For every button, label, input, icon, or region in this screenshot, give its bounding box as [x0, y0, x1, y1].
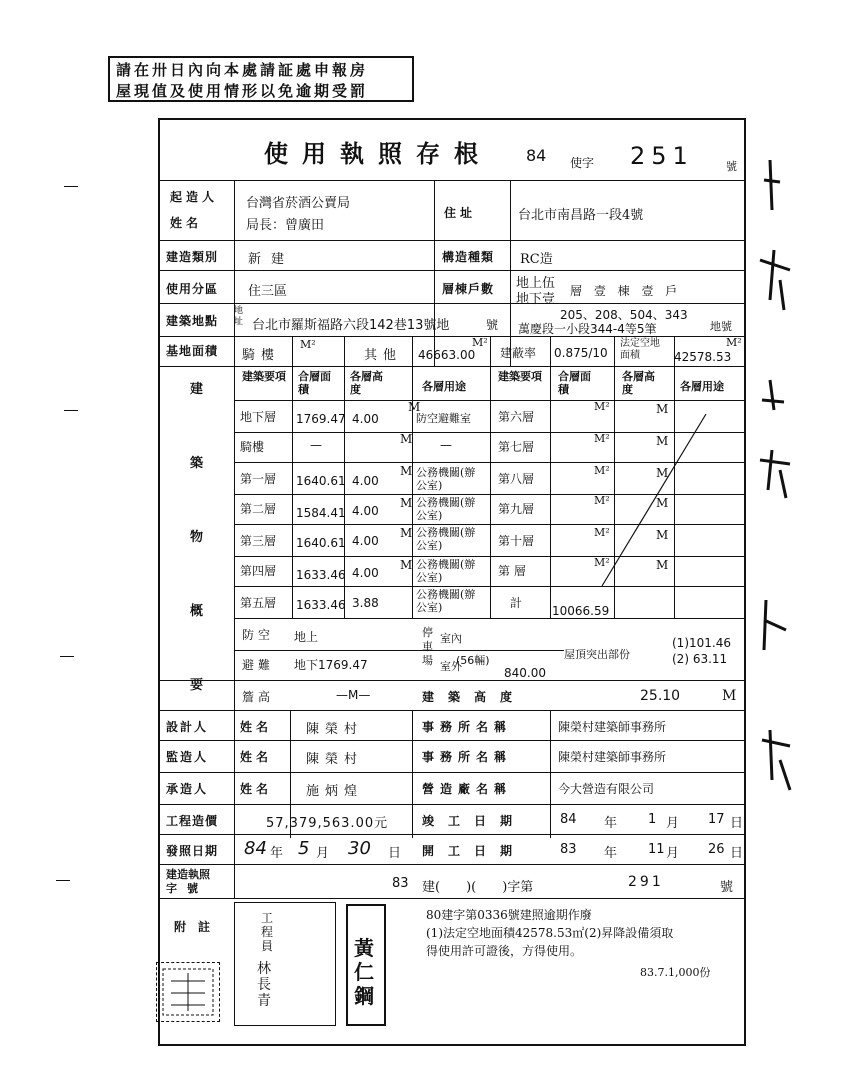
row-height: 3.88 [352, 596, 379, 610]
other-area-value: 46663.00 [418, 348, 476, 362]
permit-prefix: 使字 [570, 156, 595, 170]
row-height: 4.00 [352, 474, 379, 488]
start-day: 26 [708, 842, 725, 857]
row-name-2: 計 [510, 596, 523, 610]
issue-year: 84 [244, 838, 267, 859]
unit-m: M [656, 528, 669, 542]
statutory-area-label: 法定空地面積 [620, 338, 660, 361]
permit-form [158, 118, 746, 1046]
unit-m: M [400, 432, 413, 446]
row-name-2: 第八層 [498, 472, 535, 486]
permit-number: 251 [630, 142, 694, 170]
cost-value: 57,379,563.00元 [266, 816, 389, 831]
supervisor-firm-label: 事務所名稱 [422, 750, 513, 764]
row-height: 4.00 [352, 566, 379, 580]
note-line-2: (1)法定空地面積42578.53㎡(2)昇降設備須取 [426, 926, 674, 940]
director-name: 黃仁鋼 [354, 936, 374, 1008]
start-year-unit: 年 [604, 846, 618, 861]
coverage-value: 0.875/10 [554, 346, 608, 360]
building-label-1: 建 [190, 382, 204, 397]
permit-ref-label-2: 字號 [166, 882, 208, 895]
row-name: 第二層 [240, 502, 277, 516]
row-name: 第三層 [240, 534, 277, 548]
col-item-header-2: 建築要項 [498, 370, 542, 383]
designer-firm-label: 事務所名稱 [422, 720, 513, 734]
unit-m: M [656, 496, 669, 510]
start-year: 83 [560, 842, 577, 857]
structure-value: RC造 [520, 252, 553, 267]
arcade-area-unit: M² [300, 338, 316, 351]
reviewer-title: 工程員 [261, 911, 274, 953]
row-use: — [440, 438, 452, 452]
row-name: 第一層 [240, 472, 277, 486]
site-hao: 號 [486, 318, 499, 332]
supervisor-firm: 陳榮村建築師事務所 [558, 750, 667, 764]
unit-m: M [400, 526, 413, 540]
permit-ref-label-1: 建造執照 [166, 868, 210, 881]
finish-month: 1 [648, 812, 657, 827]
row-area: 1769.47 [296, 412, 346, 426]
zone-value: 住三區 [248, 284, 288, 299]
row-area: 1640.61 [296, 536, 346, 550]
col-item-header: 建築要項 [242, 370, 286, 383]
site-lot-line1: 205、208、504、343 [560, 308, 688, 322]
height-value: 25.10 [640, 688, 681, 704]
parking-area: 840.00 [504, 666, 546, 680]
margin-mark [60, 656, 74, 657]
parking-count: (56輛) [456, 654, 490, 667]
owner-name-line2: 局長：曾廣田 [246, 218, 325, 233]
unit-m: M [400, 558, 413, 572]
building-label-2: 築 [190, 456, 204, 471]
owner-name-label: 姓名 [170, 216, 203, 230]
row-height: 4.00 [352, 504, 379, 518]
designer-name-label: 姓名 [240, 720, 273, 734]
row-use: 公務機關(辦公室) [416, 526, 476, 552]
permit-ref-text: 建( )( )字第 [422, 880, 534, 895]
notes-label: 附註 [174, 920, 223, 934]
building-label-4: 概 [190, 604, 204, 619]
row-name-2: 第九層 [498, 502, 535, 516]
row-area: 1640.61 [296, 474, 346, 488]
parking-label: 停車場 [422, 626, 433, 667]
designer-label: 設計人 [166, 720, 209, 734]
site-lot-tag: 地號 [710, 320, 732, 333]
start-date-label: 開工日期 [422, 844, 527, 858]
contractor-name: 施炳煌 [306, 784, 364, 799]
build-type-value: 新建 [248, 252, 295, 267]
roof-value-1: (1)101.46 [672, 636, 731, 650]
row-name: 騎樓 [240, 440, 265, 454]
row-name: 地下層 [240, 410, 277, 424]
structure-label: 構造種類 [442, 250, 495, 264]
row-use: 公務機關(辦公室) [416, 466, 476, 492]
finish-year-unit: 年 [604, 816, 618, 831]
statutory-area-unit: M² [726, 336, 742, 349]
coverage-label: 建蔽率 [500, 346, 537, 360]
row-area: 1584.41 [296, 506, 346, 520]
parking-indoor: 室內 [440, 632, 462, 645]
reviewer-stamp [234, 902, 336, 1026]
contractor-name-label: 姓名 [240, 782, 273, 796]
row-use: 公務機關(辦公室) [416, 588, 476, 614]
designer-name: 陳榮村 [306, 722, 364, 737]
unit-m: M [656, 402, 669, 416]
finish-day-unit: 日 [730, 816, 744, 831]
unit-m2: M² [594, 400, 610, 413]
arcade-area-label: 騎樓 [242, 348, 281, 363]
issue-day-unit: 日 [388, 846, 402, 861]
col-use-header: 各層用途 [422, 380, 466, 393]
other-area-label: 其他 [364, 348, 403, 363]
unit-m: M [400, 464, 413, 478]
note-line-3: 得使用許可證後，方得使用。 [426, 944, 583, 958]
unit-m2: M² [594, 464, 610, 477]
unit-m: M [408, 400, 421, 414]
statutory-area-value: 42578.53 [674, 350, 732, 364]
row-name: 第四層 [240, 564, 277, 578]
row-name: 第五層 [240, 596, 277, 610]
floors-above: 地上伍 [516, 276, 556, 291]
row-area: — [310, 438, 322, 452]
finish-year: 84 [560, 812, 577, 827]
eave-value: —M— [336, 688, 371, 702]
shelter-above: 地上 [294, 630, 319, 644]
building-label-3: 物 [190, 530, 204, 545]
row-name-2: 第十層 [498, 534, 535, 548]
unit-m2: M² [594, 494, 610, 507]
other-area-unit: M² [472, 336, 488, 349]
seal-icon [157, 963, 219, 1021]
floor-total: 10066.59 [552, 604, 610, 618]
unit-m2: M² [594, 432, 610, 445]
eave-label: 簷高 [242, 690, 275, 704]
parking-outdoor: 室外 [440, 660, 462, 673]
notice-stamp [108, 56, 414, 102]
row-height: 4.00 [352, 412, 379, 426]
row-area: 1633.46 [296, 598, 346, 612]
cancel-slash [600, 410, 710, 590]
start-day-unit: 日 [730, 846, 744, 861]
row-use: 公務機關(辦公室) [416, 558, 476, 584]
finish-date-label: 竣工日期 [422, 814, 527, 828]
row-name-2: 第六層 [498, 410, 535, 424]
issue-date-label: 發照日期 [166, 844, 219, 858]
issue-month: 5 [298, 838, 310, 859]
floors-below: 地下壹 [516, 292, 556, 307]
designer-firm: 陳榮村建築師事務所 [558, 720, 667, 734]
shelter-label-1: 防空 [242, 628, 275, 642]
unit-m2: M² [594, 526, 610, 539]
unit-m: M [656, 558, 669, 572]
permit-suffix: 號 [726, 160, 737, 173]
note-line-1: 80建字第0336號建照逾期作廢 [426, 908, 592, 922]
owner-address-label: 住址 [444, 206, 477, 220]
finish-day: 17 [708, 812, 725, 827]
permit-ref-year: 83 [392, 876, 409, 891]
site-address-tag: 地址 [234, 306, 244, 327]
roof-label: 屋頂突出部份 [564, 648, 630, 661]
row-use: 防空避難室 [416, 412, 471, 425]
reviewer-name: 林長青 [257, 961, 271, 1009]
finish-month-unit: 月 [666, 816, 680, 831]
print-note: 83.7.1,000份 [640, 966, 711, 979]
permit-ref-hao: 號 [720, 880, 734, 895]
issue-day: 30 [348, 838, 371, 859]
unit-m: M [656, 434, 669, 448]
shelter-below: 地下1769.47 [294, 658, 368, 672]
permit-ref-number: 291 [628, 874, 664, 890]
shelter-label-2: 避難 [242, 658, 275, 672]
site-address: 台北市羅斯福路六段142巷13號地 [252, 318, 450, 333]
margin-mark [64, 186, 78, 187]
owner-label: 起造人 [170, 190, 219, 204]
col-use-header-2: 各層用途 [680, 380, 724, 393]
col-height-header-2: 各層高度 [622, 370, 655, 396]
row-height: 4.00 [352, 534, 379, 548]
floors-label: 層棟戶數 [442, 282, 495, 296]
issue-year-unit: 年 [270, 846, 284, 861]
site-area-label: 基地面積 [166, 344, 219, 358]
row-area: 1633.46 [296, 568, 346, 582]
height-label: 建築高度 [422, 690, 527, 704]
director-seal [346, 904, 386, 1026]
col-area-header-2: 合層面積 [558, 370, 591, 396]
notice-line-2: 屋現值及使用情形以免逾期受罰 [116, 82, 369, 100]
building-label-5: 要 [190, 678, 204, 693]
unit-m2: M² [594, 556, 610, 569]
contractor-firm-label: 營造廠名稱 [422, 782, 513, 796]
col-height-header: 各層高度 [350, 370, 383, 396]
margin-mark [64, 410, 78, 411]
supervisor-name-label: 姓名 [240, 750, 273, 764]
permit-year: 84 [526, 146, 547, 165]
floors-rest: 層 壹 棟 壹 戶 [570, 284, 682, 298]
margin-handwriting [750, 150, 810, 810]
start-month: 11 [648, 842, 665, 857]
build-type-label: 建造類別 [166, 250, 219, 264]
owner-address: 台北市南昌路一段4號 [518, 208, 644, 223]
margin-mark [56, 880, 70, 881]
official-seal [156, 962, 220, 1022]
row-name-2: 第七層 [498, 440, 535, 454]
col-area-header: 合層面積 [298, 370, 331, 396]
supervisor-name: 陳榮村 [306, 752, 364, 767]
roof-value-2: (2) 63.11 [672, 652, 728, 666]
row-name-2: 第 層 [498, 564, 526, 578]
notice-line-1: 請在卅日內向本處請証處申報房 [116, 61, 369, 79]
site-label: 建築地點 [166, 314, 219, 328]
start-month-unit: 月 [666, 846, 680, 861]
cost-label: 工程造價 [166, 814, 219, 828]
contractor-label: 承造人 [166, 782, 209, 796]
supervisor-label: 監造人 [166, 750, 209, 764]
contractor-firm: 今大營造有限公司 [558, 782, 655, 796]
unit-m: M [656, 466, 669, 480]
height-unit: M [722, 688, 737, 704]
form-title: 使用執照存根 [264, 139, 492, 168]
unit-m: M [400, 496, 413, 510]
owner-name-line1: 台灣省菸酒公賣局 [246, 196, 351, 211]
zone-label: 使用分區 [166, 282, 219, 296]
site-lot-line2: 萬慶段一小段344-4等5筆 [518, 322, 657, 336]
row-use: 公務機關(辦公室) [416, 496, 476, 522]
issue-month-unit: 月 [316, 846, 330, 861]
